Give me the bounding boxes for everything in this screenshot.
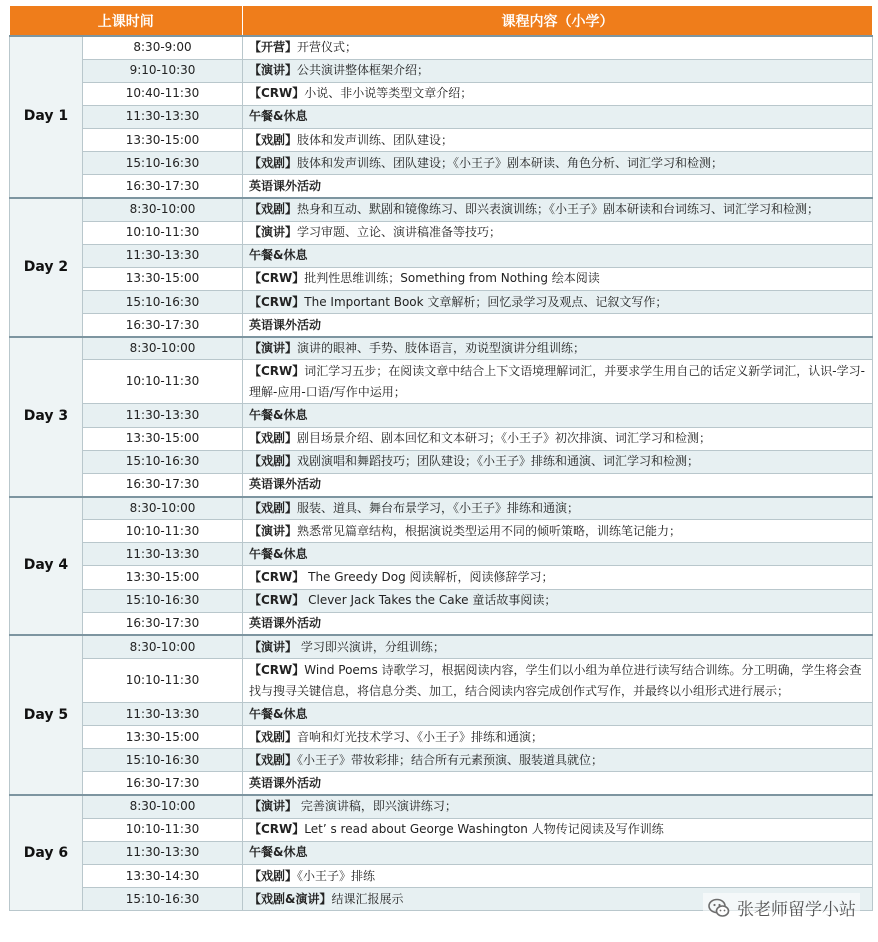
table-row (10, 175, 873, 198)
table-row (10, 36, 873, 59)
time-cell: 8:30-9:00 (83, 36, 243, 59)
table-row (10, 82, 873, 105)
content-cell (243, 818, 873, 841)
table-row (10, 291, 873, 314)
table-row (10, 659, 873, 703)
table-row (10, 105, 873, 128)
time-cell: 13:30-15:00 (83, 427, 243, 450)
header-time: 上课时间 (10, 6, 243, 36)
content-cell (243, 221, 873, 244)
content-cell (243, 105, 873, 128)
content-cell (243, 59, 873, 82)
content-cell (243, 473, 873, 496)
content-cell (243, 314, 873, 337)
content-cell (243, 795, 873, 818)
time-cell: 11:30-13:30 (83, 841, 243, 864)
course-text: 熟悉常见篇章结构，根据演说类型运用不同的倾听策略，训练笔记能力； (297, 523, 682, 538)
table-row (10, 749, 873, 772)
time-cell: 10:10-11:30 (83, 520, 243, 543)
content-cell (243, 749, 873, 772)
time-cell: 11:30-13:30 (83, 244, 243, 267)
activity-text: 英语课外活动 (249, 477, 322, 492)
lunch-text: 午餐&休息 (249, 248, 308, 263)
time-cell: 10:40-11:30 (83, 82, 243, 105)
time-cell: 10:10-11:30 (83, 360, 243, 404)
course-tag: 【戏剧&演讲】 (249, 891, 332, 906)
course-text: 戏剧演唱和舞蹈技巧；团队建设；《小王子》排练和通演、词汇学习和检测； (297, 454, 700, 469)
lunch-text: 午餐&休息 (249, 845, 308, 860)
course-text: The Important Book 文章解析；回忆录学习及观点、记叙文写作； (304, 294, 668, 309)
course-tag: 【戏剧】 (249, 431, 298, 446)
table-row (10, 703, 873, 726)
day-label: Day 5 (10, 635, 83, 795)
time-cell: 15:10-16:30 (83, 450, 243, 473)
table-row (10, 566, 873, 589)
table-row (10, 59, 873, 82)
table-row (10, 497, 873, 520)
course-tag: 【演讲】 (249, 639, 298, 654)
table-row (10, 427, 873, 450)
lunch-text: 午餐&休息 (249, 408, 308, 423)
activity-text: 英语课外活动 (249, 616, 322, 631)
table-row (10, 244, 873, 267)
course-text: 学习即兴演讲，分组训练； (297, 639, 445, 654)
time-cell: 15:10-16:30 (83, 589, 243, 612)
course-tag: 【CRW】 (249, 294, 305, 309)
course-tag: 【CRW】 (249, 86, 305, 101)
content-cell (243, 291, 873, 314)
table-row (10, 473, 873, 496)
time-cell: 8:30-10:00 (83, 198, 243, 221)
time-cell: 8:30-10:00 (83, 635, 243, 658)
content-cell (243, 520, 873, 543)
content-cell (243, 497, 873, 520)
time-cell: 16:30-17:30 (83, 314, 243, 337)
course-text: 完善演讲稿，即兴演讲练习； (297, 799, 457, 814)
table-row (10, 314, 873, 337)
course-tag: 【开营】 (249, 40, 298, 55)
table-row (10, 198, 873, 221)
time-cell: 11:30-13:30 (83, 404, 243, 427)
time-cell: 16:30-17:30 (83, 612, 243, 635)
content-cell (243, 566, 873, 589)
content-cell (243, 772, 873, 795)
course-text: 《小王子》带妆彩排；结合所有元素预演、服装道具就位； (297, 752, 604, 767)
course-tag: 【演讲】 (249, 63, 298, 78)
course-text: 词汇学习五步；在阅读文章中结合上下文语境理解词汇，并要求学生用自己的话定义新学词汇，认识-学习-理解-应用-口语/写作中运用； (249, 363, 865, 399)
lunch-text: 午餐&休息 (249, 109, 308, 124)
table-row (10, 841, 873, 864)
time-cell: 11:30-13:30 (83, 105, 243, 128)
course-tag: 【CRW】 (249, 570, 305, 585)
activity-text: 英语课外活动 (249, 178, 322, 193)
time-cell: 11:30-13:30 (83, 703, 243, 726)
table-row (10, 450, 873, 473)
time-cell: 11:30-13:30 (83, 543, 243, 566)
course-text: 公共演讲整体框架介绍； (297, 63, 430, 78)
course-text: The Greedy Dog 阅读解析，阅读修辞学习； (304, 570, 554, 585)
wechat-icon (707, 896, 731, 920)
course-text: 肢体和发声训练、团队建设； (297, 132, 454, 147)
course-text: 《小王子》排练 (297, 868, 376, 883)
table-row (10, 772, 873, 795)
time-cell: 16:30-17:30 (83, 175, 243, 198)
course-tag: 【演讲】 (249, 799, 298, 814)
content-cell (243, 175, 873, 198)
watermark (703, 893, 860, 922)
course-text: 批判性思维训练；Something from Nothing 绘本阅读 (304, 271, 600, 286)
table-row (10, 635, 873, 658)
course-tag: 【演讲】 (249, 341, 298, 356)
course-tag: 【戏剧】 (249, 132, 298, 147)
time-cell: 9:10-10:30 (83, 59, 243, 82)
content-cell (243, 450, 873, 473)
course-text: 音响和灯光技术学习、《小王子》排练和通演； (297, 729, 544, 744)
content-cell (243, 841, 873, 864)
content-cell (243, 612, 873, 635)
course-tag: 【戏剧】 (249, 868, 298, 883)
activity-text: 英语课外活动 (249, 775, 322, 790)
table-row (10, 520, 873, 543)
day-label: Day 6 (10, 795, 83, 911)
time-cell: 10:10-11:30 (83, 659, 243, 703)
time-cell: 8:30-10:00 (83, 497, 243, 520)
table-row (10, 795, 873, 818)
header-row (10, 6, 873, 36)
course-text: 剧目场景介绍、剧本回忆和文本研习；《小王子》初次排演、词汇学习和检测； (297, 431, 712, 446)
course-tag: 【戏剧】 (249, 454, 298, 469)
day-label: Day 3 (10, 337, 83, 497)
time-cell: 15:10-16:30 (83, 749, 243, 772)
course-text: 学习审题、立论、演讲稿准备等技巧； (297, 225, 502, 240)
table-row (10, 543, 873, 566)
time-cell: 15:10-16:30 (83, 291, 243, 314)
course-tag: 【戏剧】 (249, 729, 298, 744)
course-text: 演讲的眼神、手势、肢体语言，劝说型演讲分组训练； (297, 341, 586, 356)
activity-text: 英语课外活动 (249, 317, 322, 332)
time-cell: 10:10-11:30 (83, 818, 243, 841)
content-cell (243, 635, 873, 658)
course-tag: 【戏剧】 (249, 202, 298, 217)
course-text: 小说、非小说等类型文章介绍； (304, 86, 473, 101)
watermark-text: 张老师留学小站 (737, 900, 856, 920)
day-label: Day 2 (10, 198, 83, 337)
content-cell (243, 703, 873, 726)
time-cell: 13:30-15:00 (83, 129, 243, 152)
lunch-text: 午餐&休息 (249, 706, 308, 721)
content-cell (243, 589, 873, 612)
time-cell: 15:10-16:30 (83, 152, 243, 175)
content-cell (243, 427, 873, 450)
time-cell: 8:30-10:00 (83, 337, 243, 360)
content-cell (243, 129, 873, 152)
time-cell: 13:30-15:00 (83, 726, 243, 749)
content-cell (243, 726, 873, 749)
course-text: Clever Jack Takes the Cake 童话故事阅读； (304, 593, 557, 608)
table-row (10, 818, 873, 841)
table-row (10, 726, 873, 749)
header-content: 课程内容（小学） (243, 6, 873, 36)
time-cell: 15:10-16:30 (83, 888, 243, 911)
time-cell: 13:30-15:00 (83, 267, 243, 290)
day-label: Day 4 (10, 497, 83, 636)
schedule-body (10, 36, 873, 911)
course-text: 热身和互动、默剧和镜像练习、即兴表演训练；《小王子》剧本研读和台词练习、词汇学习和检测； (297, 202, 820, 217)
course-text: 肢体和发声训练、团队建设；《小王子》剧本研读、角色分析、词汇学习和检测； (297, 155, 724, 170)
table-row (10, 221, 873, 244)
course-tag: 【戏剧】 (249, 155, 298, 170)
time-cell: 13:30-14:30 (83, 865, 243, 888)
table-row (10, 404, 873, 427)
course-tag: 【CRW】 (249, 271, 305, 286)
content-cell (243, 404, 873, 427)
table-row (10, 337, 873, 360)
time-cell: 13:30-15:00 (83, 566, 243, 589)
content-cell (243, 659, 873, 703)
content-cell (243, 360, 873, 404)
course-text: 服装、道具、舞台布景学习，《小王子》排练和通演； (297, 500, 580, 515)
content-cell (243, 337, 873, 360)
course-text: 结课汇报展示 (331, 891, 404, 906)
table-row (10, 360, 873, 404)
time-cell: 10:10-11:30 (83, 221, 243, 244)
table-row (10, 612, 873, 635)
table-row (10, 267, 873, 290)
course-text: Let’ s read about George Washington 人物传记阅读及写作训练 (304, 822, 664, 837)
table-row (10, 152, 873, 175)
course-tag: 【CRW】 (249, 662, 305, 677)
table-row (10, 865, 873, 888)
content-cell (243, 865, 873, 888)
table-row (10, 589, 873, 612)
course-tag: 【演讲】 (249, 523, 298, 538)
content-cell (243, 198, 873, 221)
content-cell (243, 543, 873, 566)
course-tag: 【戏剧】 (249, 752, 298, 767)
content-cell (243, 82, 873, 105)
schedule-table (9, 6, 873, 911)
content-cell (243, 36, 873, 59)
table-row (10, 129, 873, 152)
course-tag: 【CRW】 (249, 822, 305, 837)
time-cell: 16:30-17:30 (83, 473, 243, 496)
lunch-text: 午餐&休息 (249, 546, 308, 561)
time-cell: 8:30-10:00 (83, 795, 243, 818)
course-text: 开营仪式； (297, 40, 358, 55)
course-tag: 【CRW】 (249, 593, 305, 608)
content-cell (243, 244, 873, 267)
content-cell (243, 152, 873, 175)
day-label: Day 1 (10, 36, 83, 198)
course-tag: 【演讲】 (249, 225, 298, 240)
content-cell (243, 267, 873, 290)
time-cell: 16:30-17:30 (83, 772, 243, 795)
course-tag: 【CRW】 (249, 363, 305, 378)
course-tag: 【戏剧】 (249, 500, 298, 515)
course-text: Wind Poems 诗歌学习，根据阅读内容，学生们以小组为单位进行读写结合训练。分工明确，学生将会查找与搜寻关键信息，将信息分类、加工，结合阅读内容完成创作式写作，并最终以小组形式进行展示； (249, 662, 862, 698)
